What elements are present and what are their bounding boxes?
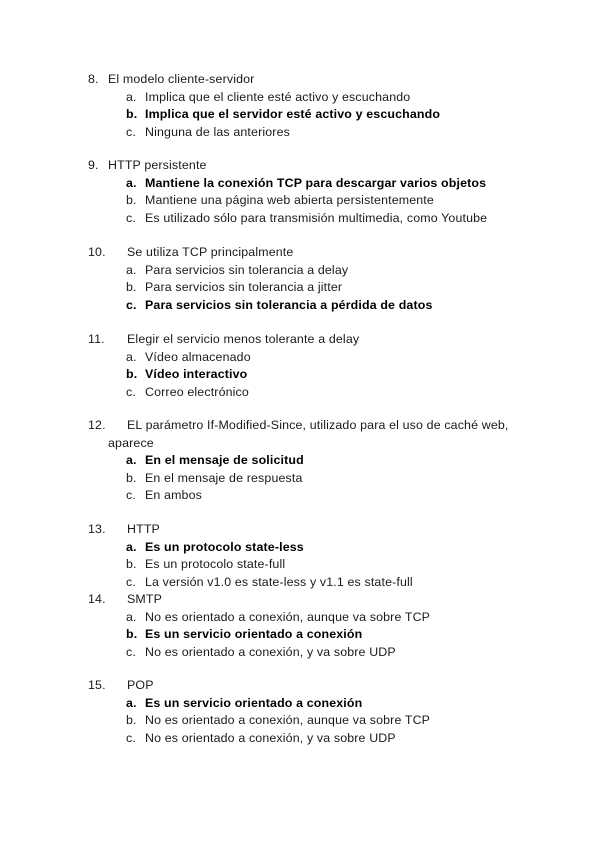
question-10 <box>88 244 548 314</box>
question-14 <box>88 591 548 661</box>
question-number: 15. <box>88 678 106 692</box>
option-letter: c. <box>126 730 136 745</box>
question-number: 11. <box>88 332 105 346</box>
option-letter: c. <box>126 644 136 659</box>
option-a <box>88 609 548 627</box>
question-heading <box>88 677 548 695</box>
question-text: HTTP persistente <box>108 158 207 172</box>
question-heading <box>88 244 548 262</box>
option-a <box>88 89 548 107</box>
option-text: Para servicios sin tolerancia a delay <box>145 262 349 277</box>
option-a <box>88 262 548 280</box>
question-number: 9. <box>88 158 99 172</box>
option-text: No es orientado a conexión, y va sobre UDP <box>145 644 396 659</box>
option-letter: b. <box>126 280 137 294</box>
option-text: Es utilizado sólo para transmisión multimedia, como Youtube <box>145 210 488 225</box>
option-b-correct <box>88 106 548 124</box>
question-heading <box>88 521 548 539</box>
option-letter: a. <box>126 539 137 554</box>
question-text-continuation: aparece <box>108 435 154 450</box>
option-text: Para servicios sin tolerancia a jitter <box>145 280 343 294</box>
option-b <box>88 192 548 210</box>
option-text: Es un servicio orientado a conexión <box>145 627 363 641</box>
option-text: Implica que el cliente esté activo y escuchando <box>145 89 411 104</box>
option-c <box>88 487 548 505</box>
option-c <box>88 574 548 592</box>
question-number: 13. <box>88 522 106 536</box>
question-heading <box>88 417 548 452</box>
option-text: No es orientado a conexión, aunque va sobre TCP <box>145 609 431 624</box>
option-text: Mantiene una página web abierta persistentemente <box>145 193 434 207</box>
option-letter: a. <box>126 349 137 364</box>
question-9 <box>88 157 548 227</box>
option-letter: c. <box>126 488 136 502</box>
option-a-correct <box>88 175 548 193</box>
option-c <box>88 124 548 142</box>
option-a-correct <box>88 695 548 713</box>
question-heading <box>88 157 548 175</box>
option-text: Implica que el servidor esté activo y escuchando <box>145 107 441 121</box>
option-b <box>88 470 548 488</box>
question-number: 8. <box>88 72 99 86</box>
option-c-correct <box>88 297 548 315</box>
option-letter: b. <box>126 107 138 121</box>
question-8 <box>88 71 548 141</box>
option-letter: a. <box>126 453 137 467</box>
option-letter: a. <box>126 89 137 104</box>
option-letter: b. <box>126 627 138 641</box>
question-text: Se utiliza TCP principalmente <box>127 245 294 259</box>
option-letter: c. <box>126 574 136 589</box>
option-c <box>88 210 548 228</box>
question-text: El modelo cliente-servidor <box>108 72 255 86</box>
option-letter: c. <box>126 124 136 139</box>
option-text: Ninguna de las anteriores <box>145 124 290 139</box>
option-text: Para servicios sin tolerancia a pérdida de datos <box>145 297 433 312</box>
option-text: En el mensaje de solicitud <box>145 453 304 467</box>
question-11 <box>88 331 548 401</box>
option-text: Es un protocolo state-less <box>145 539 304 554</box>
option-text: No es orientado a conexión, y va sobre UDP <box>145 730 396 745</box>
option-a-correct <box>88 539 548 557</box>
option-letter: b. <box>126 367 138 381</box>
question-text: EL parámetro If-Modified-Since, utilizado para el uso de caché web, <box>127 418 509 432</box>
option-c <box>88 730 548 748</box>
option-letter: a. <box>126 609 137 624</box>
option-text: Correo electrónico <box>145 384 249 399</box>
question-number: 14. <box>88 592 106 606</box>
question-text: HTTP <box>127 522 160 536</box>
option-text: No es orientado a conexión, aunque va sobre TCP <box>145 713 431 727</box>
option-letter: b. <box>126 713 137 727</box>
option-text: Es un protocolo state-full <box>145 557 286 571</box>
option-b-correct <box>88 626 548 644</box>
question-heading <box>88 71 548 89</box>
option-text: Vídeo almacenado <box>145 349 251 364</box>
option-c <box>88 384 548 402</box>
option-letter: b. <box>126 193 137 207</box>
option-text: Mantiene la conexión TCP para descargar varios objetos <box>145 175 487 190</box>
question-heading <box>88 591 548 609</box>
option-letter: a. <box>126 175 137 190</box>
question-text: Elegir el servicio menos tolerante a delay <box>127 332 360 346</box>
option-text: En el mensaje de respuesta <box>145 470 303 485</box>
option-letter: c. <box>126 210 136 225</box>
option-letter: b. <box>126 557 137 571</box>
option-letter: b. <box>126 470 137 485</box>
option-letter: a. <box>126 695 137 710</box>
question-heading <box>88 331 548 349</box>
option-a-correct <box>88 452 548 470</box>
option-b <box>88 556 548 574</box>
option-letter: a. <box>126 262 137 277</box>
option-a <box>88 349 548 367</box>
option-letter: c. <box>126 297 137 312</box>
question-number: 12. <box>88 418 106 432</box>
option-b <box>88 279 548 297</box>
question-text: SMTP <box>127 592 163 606</box>
question-number: 10. <box>88 245 106 259</box>
question-text: POP <box>127 678 154 692</box>
question-13 <box>88 521 548 591</box>
option-text: La versión v1.0 es state-less y v1.1 es state-full <box>145 574 413 589</box>
option-c <box>88 644 548 662</box>
option-letter: c. <box>126 384 136 399</box>
option-text: Vídeo interactivo <box>145 367 248 381</box>
option-b <box>88 712 548 730</box>
option-text: Es un servicio orientado a conexión <box>145 695 363 710</box>
option-b-correct <box>88 366 548 384</box>
question-12 <box>88 417 548 505</box>
option-text: En ambos <box>145 488 202 502</box>
question-15 <box>88 677 548 747</box>
